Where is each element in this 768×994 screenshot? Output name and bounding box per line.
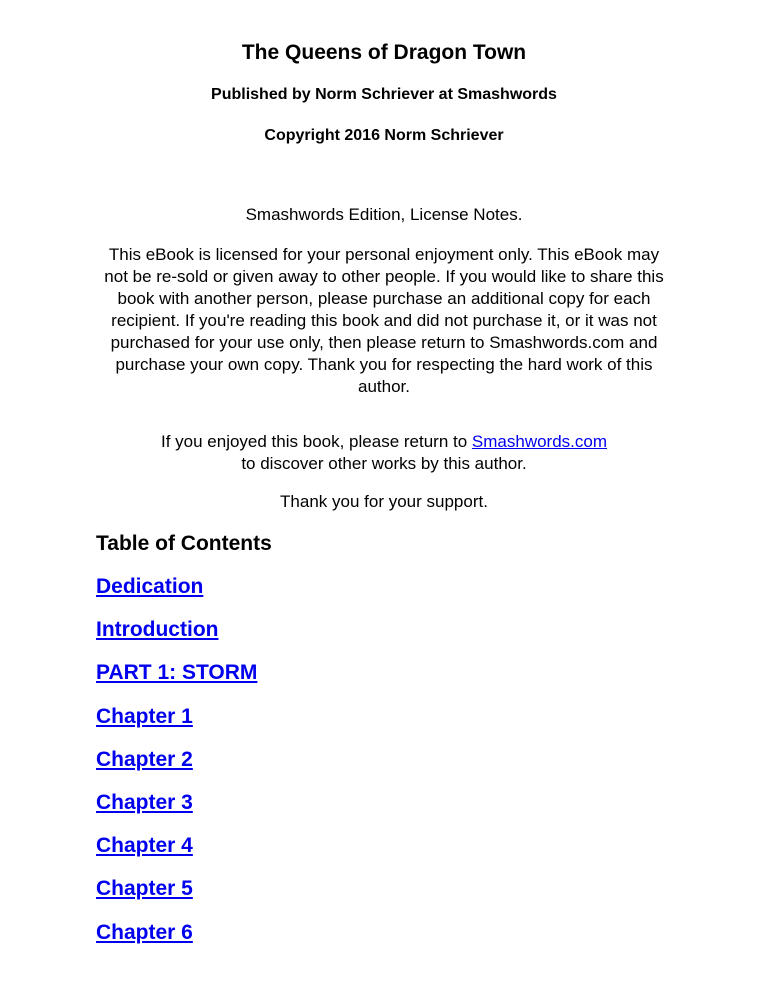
enjoyed-paragraph bbox=[96, 431, 672, 475]
toc-link-part-1[interactable]: PART 1: STORM bbox=[96, 661, 258, 685]
toc-item bbox=[96, 921, 257, 964]
toc-item bbox=[96, 618, 257, 661]
toc-item bbox=[96, 575, 257, 618]
toc-link-introduction[interactable]: Introduction bbox=[96, 618, 219, 642]
toc-link-dedication[interactable]: Dedication bbox=[96, 575, 204, 598]
toc-link-chapter-5[interactable]: Chapter 5 bbox=[96, 877, 193, 901]
publisher-line: Published by Norm Schriever at Smashwords bbox=[211, 86, 557, 103]
copyright-line: Copyright 2016 Norm Schriever bbox=[264, 127, 504, 144]
toc-item bbox=[96, 748, 257, 791]
smashwords-link[interactable]: Smashwords.com bbox=[471, 432, 608, 451]
toc-link-chapter-1[interactable]: Chapter 1 bbox=[96, 704, 193, 728]
book-title: The Queens of Dragon Town bbox=[241, 41, 527, 64]
enjoyed-prefix: If you enjoyed this book, please return to bbox=[160, 432, 472, 451]
toc-list bbox=[96, 575, 257, 964]
license-notes: This eBook is licensed for your personal enjoyment only. This eBook may not be re-sold or given away to other people. If you would like to share this book with another person, please purchase an additional copy for each recipient. If you're reading this book and did not purchase it, or it was not purchased for your use only, then please return to Smashwords.com and purchase your own copy. Thank you for respecting the hard work of this author. bbox=[104, 245, 664, 396]
toc-link-chapter-2[interactable]: Chapter 2 bbox=[96, 747, 193, 771]
toc-item bbox=[96, 705, 257, 748]
toc-link-chapter-4[interactable]: Chapter 4 bbox=[96, 834, 193, 858]
toc-heading: Table of Contents bbox=[96, 532, 272, 555]
edition-line: Smashwords Edition, License Notes. bbox=[245, 205, 523, 224]
toc-link-chapter-6[interactable]: Chapter 6 bbox=[96, 920, 193, 944]
toc-item bbox=[96, 834, 257, 877]
enjoyed-suffix: to discover other works by this author. bbox=[241, 454, 527, 473]
thanks-line: Thank you for your support. bbox=[280, 492, 488, 511]
toc-item bbox=[96, 661, 257, 704]
toc-link-chapter-3[interactable]: Chapter 3 bbox=[96, 790, 193, 814]
toc-item bbox=[96, 791, 257, 834]
toc-item bbox=[96, 877, 257, 920]
